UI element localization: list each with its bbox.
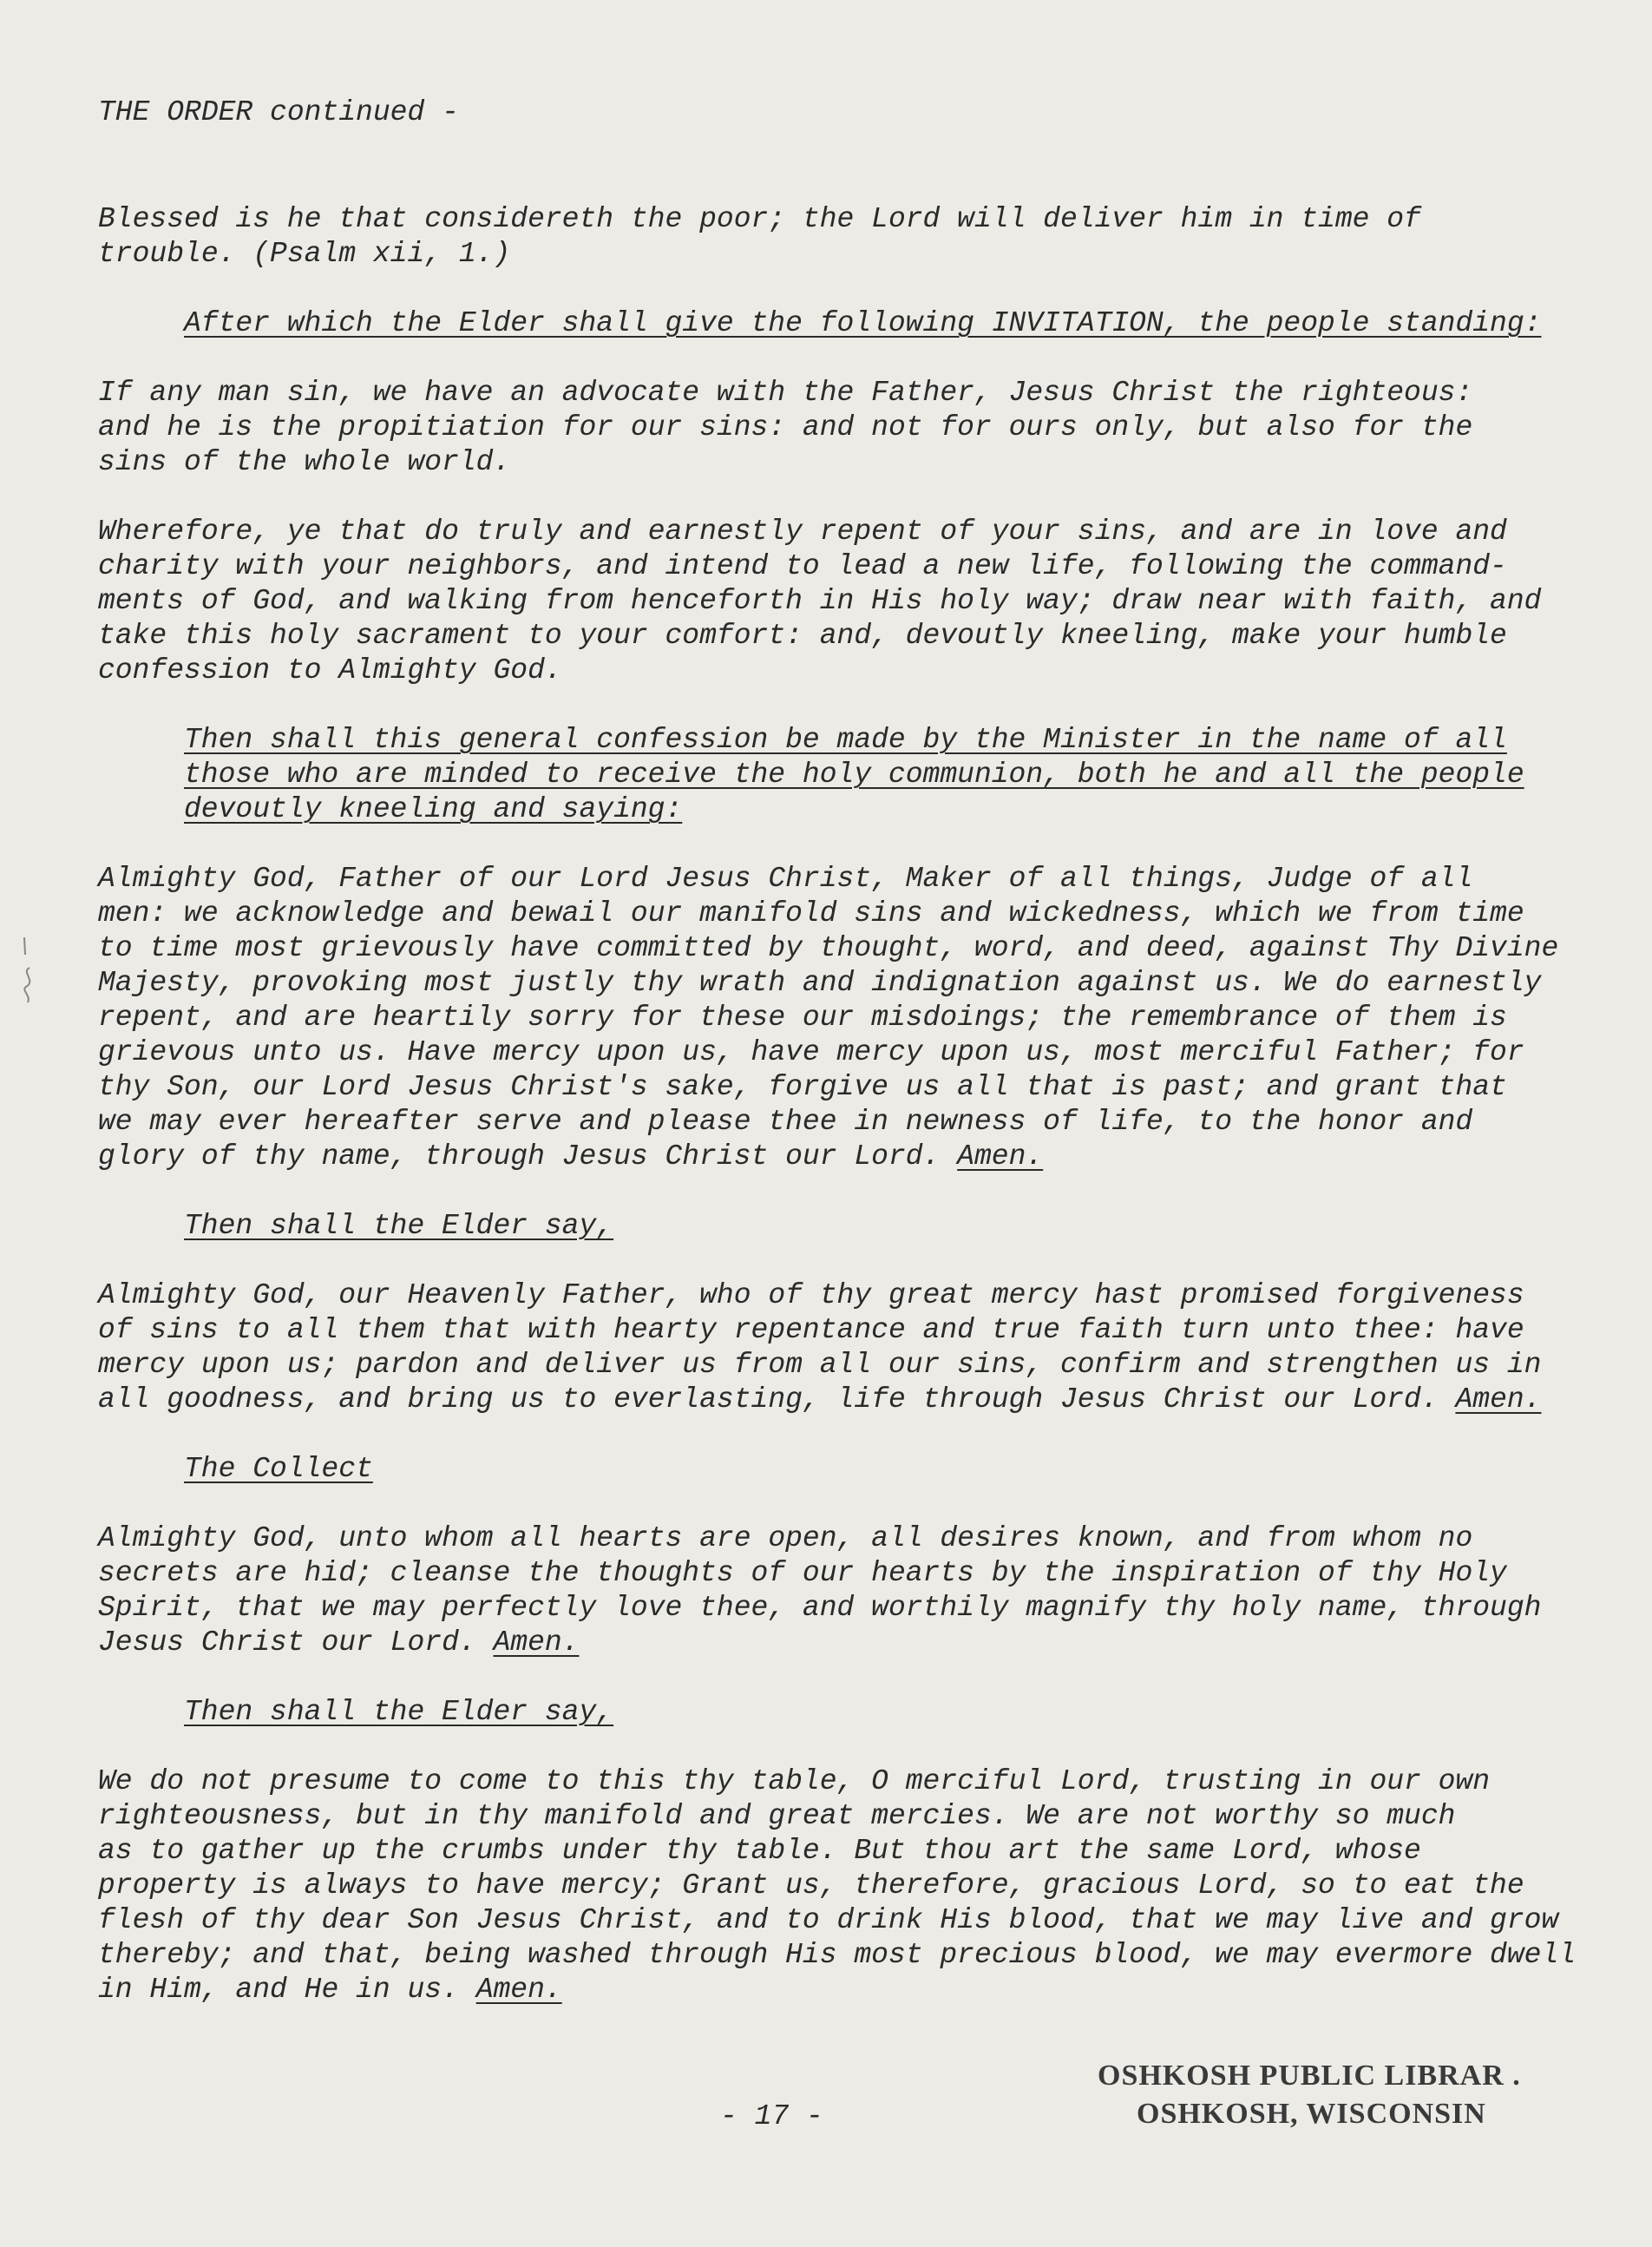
absolution-text: Almighty God, our Heavenly Father, who of thy great mercy hast promised forgiveness (98, 1279, 1524, 1311)
humble-access-line (98, 1834, 1421, 1869)
confession-text: grievous unto us. Have mercy upon us, have mercy upon us, most merciful Father; for (98, 1036, 1524, 1068)
humble-access-text: We do not presume to come to this thy table, O merciful Lord, trusting in our own (98, 1765, 1491, 1797)
advocate-text: If any man sin, we have an advocate with the Father, Jesus Christ the righteous: (98, 377, 1473, 409)
collect-text: Jesus Christ our Lord. (98, 1626, 476, 1659)
library-stamp-line-1: OSHKOSH PUBLIC LIBRAR . (1098, 2060, 1521, 2092)
confession-rubric-line (184, 758, 1524, 792)
humble-access-text: flesh of thy dear Son Jesus Christ, and to drink His blood, that we may live and grow (98, 1904, 1559, 1936)
advocate-line (98, 445, 510, 480)
wherefore-text: Wherefore, ye that do truly and earnestly repent of your sins, and are in love and (98, 516, 1507, 548)
page-header: THE ORDER continued - (98, 96, 459, 128)
absolution-line (98, 1278, 1524, 1313)
confession-text: we may ever hereafter serve and please thee in newness of life, to the honor and (98, 1106, 1473, 1138)
advocate-text: and he is the propitiation for our sins: and not for ours only, but also for the (98, 411, 1473, 443)
elder-say-2-text: Then shall the Elder say, (184, 1696, 614, 1728)
confession-line (98, 862, 1472, 897)
confession-text: Almighty God, Father of our Lord Jesus Christ, Maker of all things, Judge of all (98, 863, 1473, 895)
elder-say-1-text: Then shall the Elder say, (184, 1210, 614, 1242)
humble-access-text: righteousness, but in thy manifold and great mercies. We are not worthy so much (98, 1800, 1456, 1832)
wherefore-line (98, 654, 562, 688)
confession-text: repent, and are heartily sorry for these our misdoings; the remembrance of them is (98, 1002, 1507, 1034)
wherefore-text: charity with your neighbors, and intend to lead a new life, following the command- (98, 550, 1507, 582)
humble-access-text: as to gather up the crumbs under thy table. But thou art the same Lord, whose (98, 1835, 1421, 1867)
confession-rubric-line (184, 723, 1507, 758)
collect-line (98, 1521, 1472, 1556)
margin-pencil-mark (17, 933, 43, 1011)
amen-label: Amen. (475, 1974, 562, 2006)
amen-label: Amen. (957, 1140, 1044, 1173)
collect-rubric-text: The Collect (184, 1453, 373, 1485)
elder-say-1-line (184, 1209, 613, 1244)
collect-text: Spirit, that we may perfectly love thee, and worthily magnify thy holy name, through (98, 1592, 1542, 1624)
absolution-text: mercy upon us; pardon and deliver us from all our sins, confirm and strengthen us in (98, 1349, 1542, 1381)
confession-line (98, 1105, 1472, 1140)
wherefore-line (98, 619, 1507, 654)
absolution-line (98, 1348, 1541, 1383)
confession-text: Majesty, provoking most justly thy wrath and indignation against us. We do earnestly (98, 967, 1542, 999)
humble-access-text: in Him, and He in us. (98, 1974, 459, 2006)
collect-rubric-line (184, 1452, 373, 1487)
confession-text: glory of thy name, through Jesus Christ our Lord. (98, 1140, 941, 1173)
advocate-line (98, 411, 1472, 445)
amen-label: Amen. (1455, 1383, 1542, 1416)
confession-text: to time most grievously have committed by thought, word, and deed, against Thy Divine (98, 932, 1559, 964)
invitation-rubric-text: After which the Elder shall give the following INVITATION, the people standing: (184, 307, 1542, 339)
humble-access-line (98, 1938, 1576, 1973)
confession-line (98, 1035, 1524, 1070)
wherefore-line (98, 515, 1507, 549)
wherefore-text: ments of God, and walking from henceforth in His holy way; draw near with faith, and (98, 585, 1542, 617)
confession-text: thy Son, our Lord Jesus Christ's sake, forgive us all that is past; and grant that (98, 1071, 1507, 1103)
psalm-line (98, 202, 1421, 237)
confession-line (98, 1001, 1507, 1035)
amen-label: Amen. (493, 1626, 580, 1659)
invitation-rubric-line (184, 306, 1541, 341)
advocate-text: sins of the whole world. (98, 446, 511, 478)
library-stamp-line-2: OSHKOSH, WISCONSIN (1137, 2098, 1486, 2130)
confession-text: men: we acknowledge and bewail our manifold sins and wickedness, which we from time (98, 897, 1524, 930)
absolution-line (98, 1313, 1524, 1348)
confession-line (98, 931, 1558, 966)
collect-line (98, 1626, 580, 1660)
collect-line (98, 1591, 1541, 1626)
confession-rubric-text: Then shall this general confession be made by the Minister in the name of all (184, 724, 1507, 756)
collect-text: Almighty God, unto whom all hearts are open, all desires known, and from whom no (98, 1522, 1473, 1554)
psalm-text: Blessed is he that considereth the poor; the Lord will deliver him in time of (98, 203, 1421, 235)
psalm-text: trouble. (Psalm xii, 1.) (98, 238, 511, 270)
humble-access-line (98, 1869, 1524, 1903)
wherefore-text: take this holy sacrament to your comfort: and, devoutly kneeling, make your humble (98, 620, 1507, 652)
confession-line (98, 1140, 1043, 1174)
confession-line (98, 966, 1541, 1001)
collect-text: secrets are hid; cleanse the thoughts of our hearts by the inspiration of thy Holy (98, 1557, 1507, 1589)
psalm-line (98, 237, 510, 272)
humble-access-line (98, 1973, 562, 2007)
wherefore-text: confession to Almighty God. (98, 654, 562, 687)
confession-rubric-line (184, 792, 682, 827)
humble-access-line (98, 1799, 1455, 1834)
humble-access-text: thereby; and that, being washed through His most precious blood, we may evermore dwell (98, 1939, 1577, 1971)
confession-line (98, 897, 1524, 931)
confession-rubric-text: devoutly kneeling and saying: (184, 793, 683, 825)
confession-line (98, 1070, 1507, 1105)
absolution-text: all goodness, and bring us to everlasting, life through Jesus Christ our Lord. (98, 1383, 1439, 1416)
confession-rubric-text: those who are minded to receive the holy communion, both he and all the people (184, 759, 1524, 791)
page-number: - 17 - (720, 2100, 823, 2132)
collect-line (98, 1556, 1507, 1591)
humble-access-text: property is always to have mercy; Grant us, therefore, gracious Lord, so to eat the (98, 1869, 1524, 1902)
advocate-line (98, 376, 1472, 411)
humble-access-line (98, 1764, 1490, 1799)
wherefore-line (98, 549, 1507, 584)
wherefore-line (98, 584, 1541, 619)
humble-access-line (98, 1903, 1558, 1938)
elder-say-2-line (184, 1695, 613, 1730)
absolution-text: of sins to all them that with hearty repentance and true faith turn unto thee: have (98, 1314, 1524, 1346)
absolution-line (98, 1383, 1542, 1417)
